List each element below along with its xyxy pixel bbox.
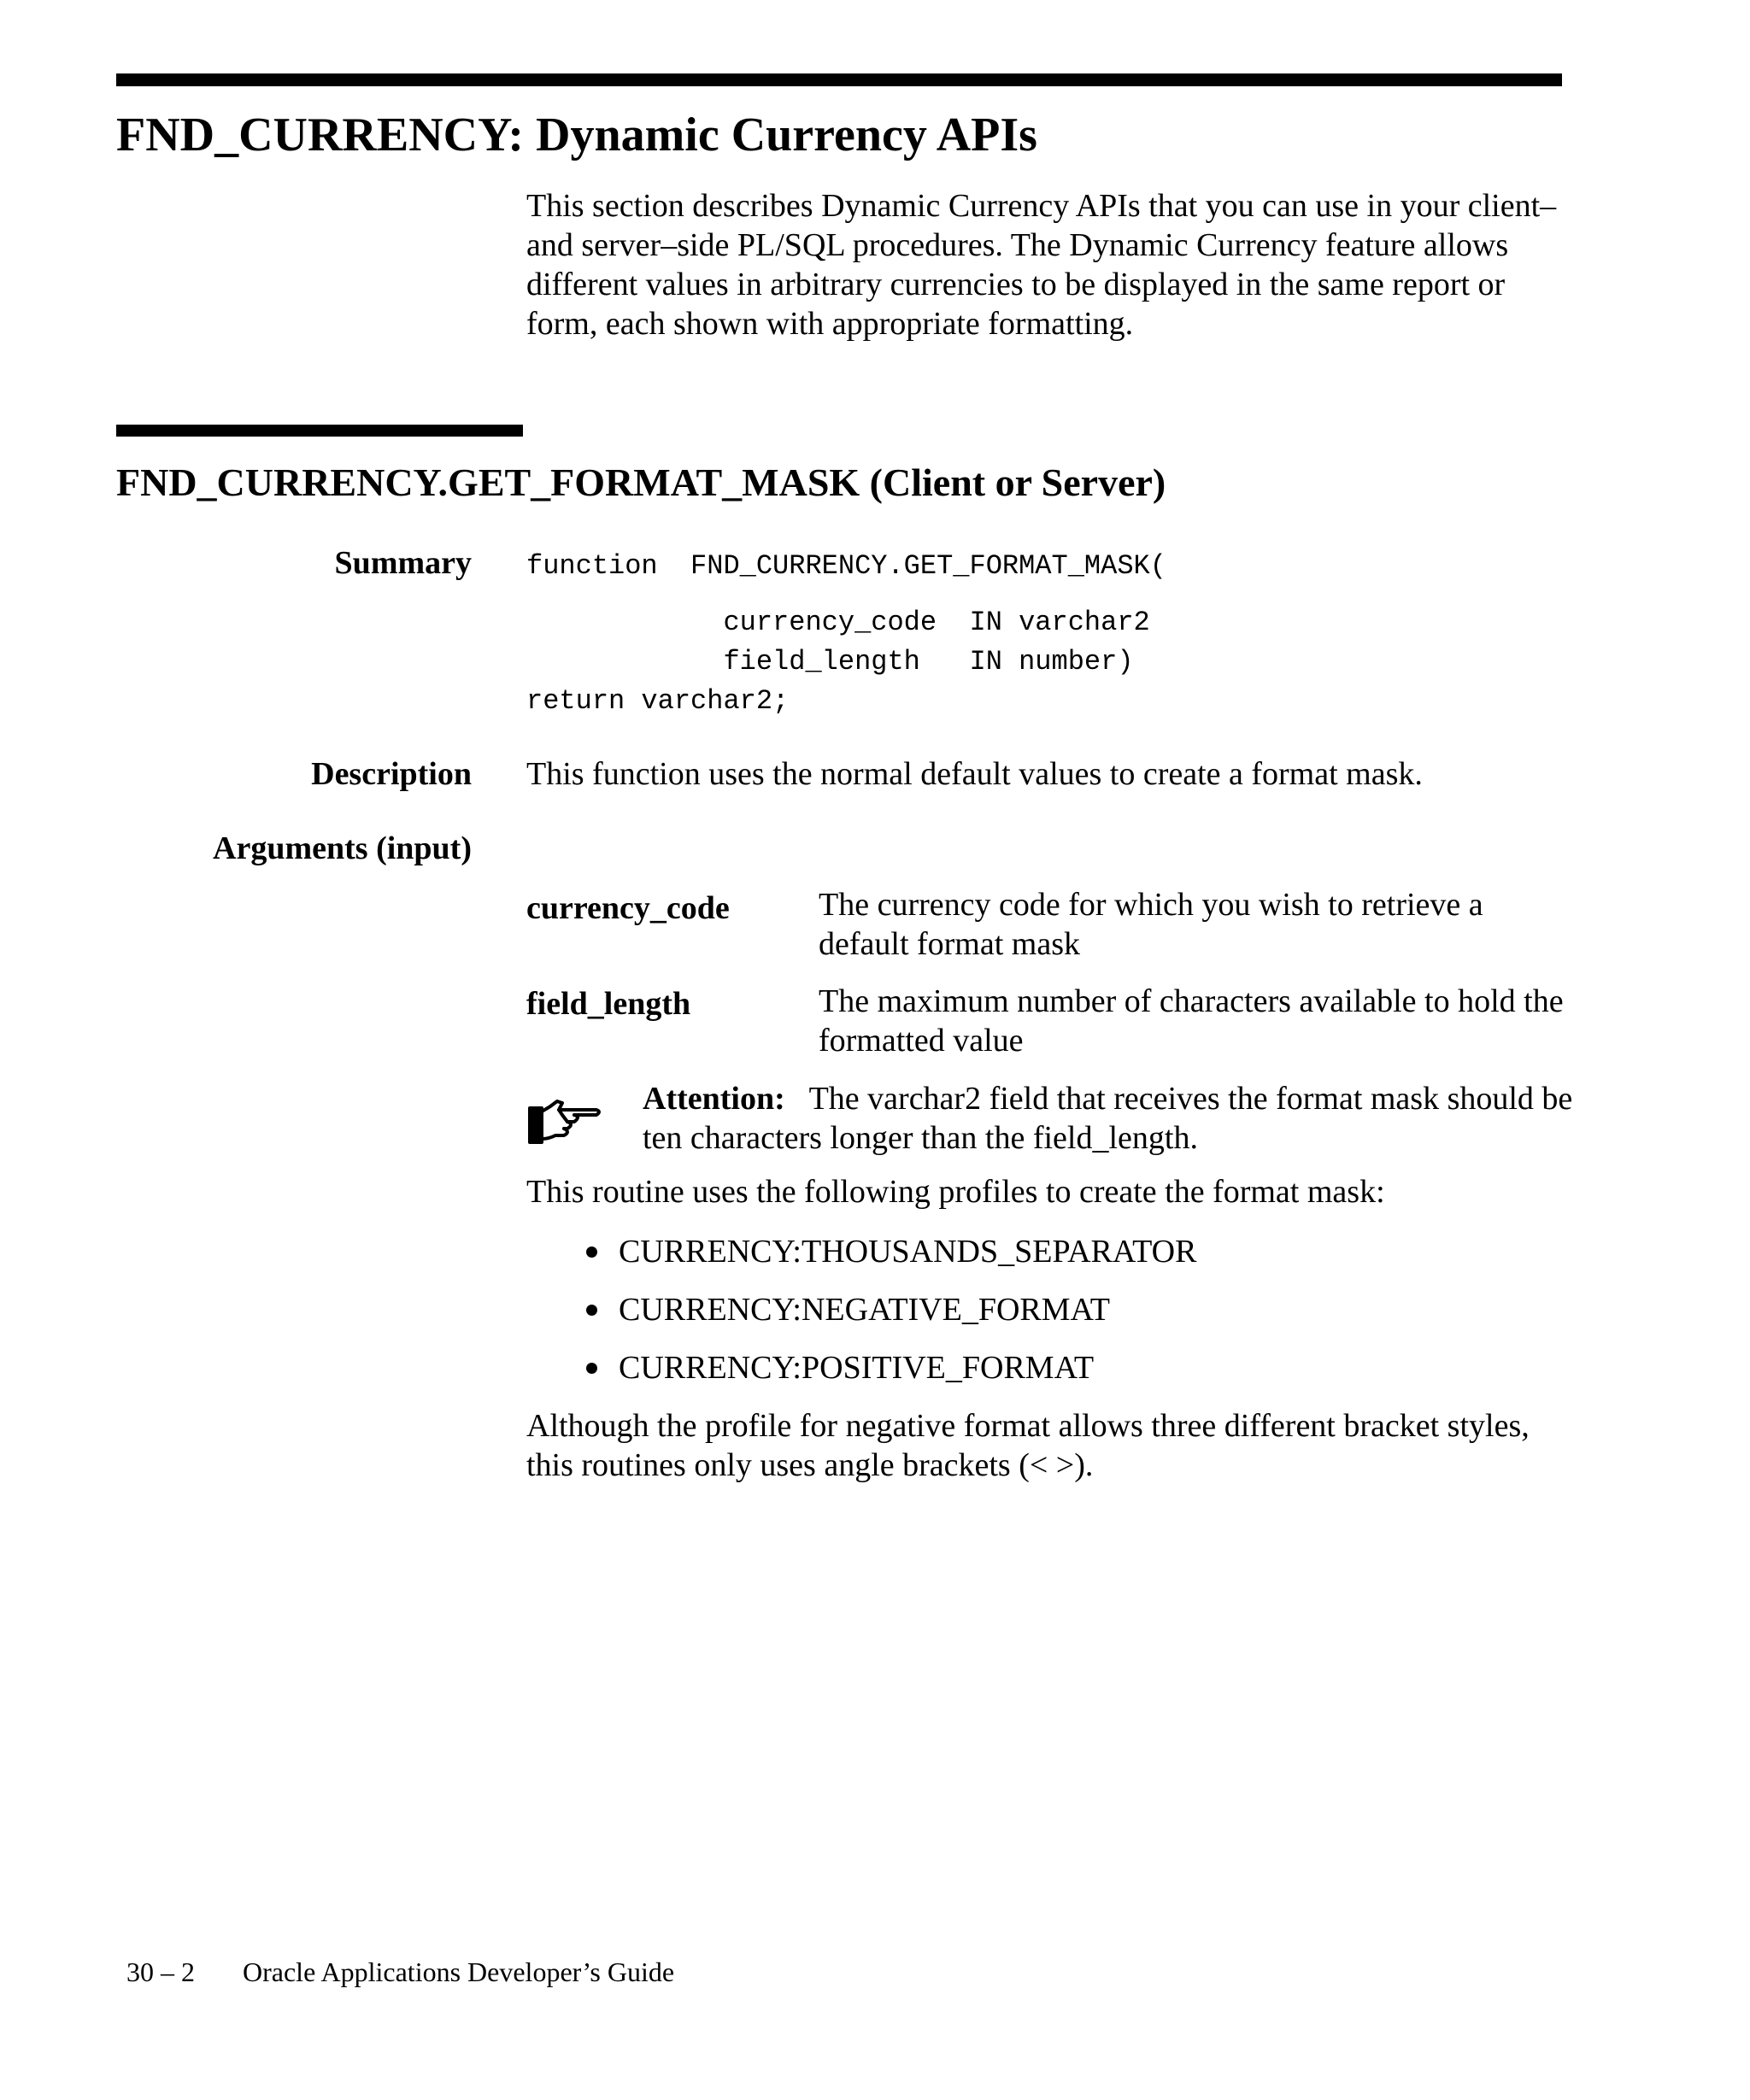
profile-name: CURRENCY:NEGATIVE_FORMAT [619, 1292, 1110, 1328]
pointing-hand-icon [525, 1096, 605, 1147]
section-intro: This section describes Dynamic Currency APIs that you can use in your client– and server–side PL/SQL procedures. The Dynamic Currency feature allows different values in arbitrary currencies to be displayed in the same report or form, each shown with appropriate formatting. [526, 188, 1557, 342]
code-line: function FND_CURRENCY.GET_FORMAT_MASK( [526, 550, 1166, 582]
profile-list [526, 1232, 1196, 1406]
code-line: field_length IN number) [526, 646, 1134, 678]
section-title: FND_CURRENCY: Dynamic Currency APIs [116, 109, 1037, 161]
attention-label: Attention: [643, 1081, 785, 1117]
bullet-icon [586, 1363, 597, 1374]
function-title: FND_CURRENCY.GET_FORMAT_MASK (Client or Server) [116, 460, 1166, 504]
code-line: currency_code IN varchar2 [526, 607, 1150, 638]
section-rule-top [116, 73, 1562, 86]
summary-label: Summary [334, 545, 472, 581]
list-item [526, 1348, 1196, 1406]
description-text: This function uses the normal default values to create a format mask. [526, 756, 1423, 792]
profile-name: CURRENCY:THOUSANDS_SEPARATOR [619, 1234, 1197, 1270]
attention-text: The varchar2 field that receives the format mask should be ten characters longer than the field_length. [643, 1081, 1573, 1156]
argument-description: The maximum number of characters available to hold the formatted value [819, 983, 1564, 1059]
attention-note [643, 1079, 1574, 1158]
bullet-icon [586, 1247, 597, 1258]
page-number: 30 – 2 [126, 1956, 195, 1987]
closing-text: Although the profile for negative format allows three different bracket styles, this routines only uses angle brackets (< >). [526, 1408, 1530, 1483]
arguments-label: Arguments (input) [213, 830, 472, 866]
profiles-intro: This routine uses the following profiles to create the format mask: [526, 1174, 1385, 1210]
code-line: return varchar2; [526, 685, 790, 717]
argument-name: field_length [526, 986, 691, 1022]
list-item [526, 1290, 1196, 1348]
book-title: Oracle Applications Developer’s Guide [243, 1956, 675, 1987]
argument-name: currency_code [526, 890, 730, 926]
function-rule [116, 425, 523, 437]
list-item [526, 1232, 1196, 1290]
bullet-icon [586, 1305, 597, 1316]
description-label: Description [311, 756, 472, 792]
argument-description: The currency code for which you wish to retrieve a default format mask [819, 887, 1483, 962]
profile-name: CURRENCY:POSITIVE_FORMAT [619, 1350, 1095, 1386]
